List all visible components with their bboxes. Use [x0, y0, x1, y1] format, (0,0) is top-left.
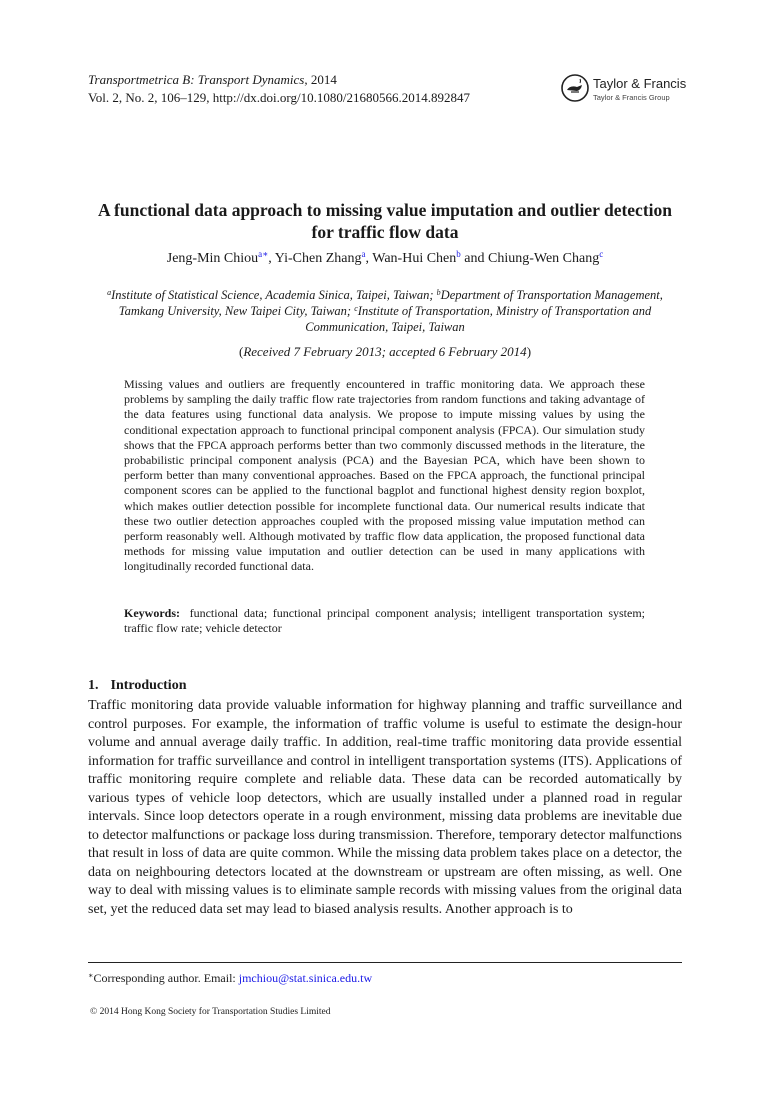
introduction-body: Traffic monitoring data provide valuable information for highway planning and traffic surveillance and control purposes. For example, the information of traffic volume is useful to estimate the design-hour volume and annual average daily traffic. In addition, real-time traffic monitoring data provide essential information for traffic surveillance and control in intelligent transportation systems (ITS). Applications of traffic monitoring require complete and reliable data. These data can be recorded automatically by various types of vehicle loop detectors, which are usually installed under a planned road in regular intervals. Since loop detectors operate in a rough environment, missing data problems are inevitable due to detector malfunctions or package loss during transmission. Therefore, temporary detector malfunctions that result in loss of data are quite common. While the missing data problem takes place on a detector, the data on neighbouring detectors located at the downstream or upstream are often missing, as well. One way to deal with missing values is to eliminate sample records with missing values from the original data set, yet the reduced data set may lead to biased analysis results. Another approach is to — [88, 698, 682, 917]
footnote-mark: ∗ — [88, 971, 94, 980]
copyright-notice: © 2014 Hong Kong Society for Transportation Studies Limited — [90, 1007, 331, 1017]
author-name: Wan-Hui Chen — [372, 251, 457, 266]
author-affiliation-mark[interactable]: c — [599, 249, 604, 259]
publisher-name: Taylor & Francis — [593, 76, 687, 91]
author-list: Jeng-Min Chiou$^{a∗}$, Yi-Chen Zhang$^a$, Wan-Hui Chen$^b$ and Chiung-Wen Chang$^c$ — [166, 249, 604, 266]
journal-title-line — [88, 71, 470, 89]
publisher-logo — [560, 73, 690, 107]
author-name: Chiung-Wen Chang — [487, 251, 600, 266]
received-text: Received 7 February 2013; accepted 6 February 2014 — [243, 344, 527, 359]
footnote-divider — [88, 962, 682, 963]
paren-close: ) — [526, 344, 532, 359]
author-affiliation-mark[interactable]: a — [361, 249, 366, 259]
section-heading — [88, 677, 186, 695]
affiliation-mark: b — [436, 288, 441, 297]
affiliation-text: Institute of Transportation, Ministry of Transportation and Communication, Taipei, Taiwan — [305, 304, 652, 334]
journal-year: , 2014 — [304, 72, 337, 87]
oil-lamp-icon — [560, 73, 590, 103]
affiliation-mark: a — [107, 288, 112, 297]
author-name: Yi-Chen Zhang — [274, 251, 362, 266]
affiliations — [95, 287, 675, 335]
section-title: Introduction — [110, 678, 187, 693]
paren-open: ( — [238, 344, 244, 359]
author-affiliation-mark[interactable]: b — [456, 249, 461, 259]
author-name: Jeng-Min Chiou — [166, 251, 259, 266]
email-link[interactable]: jmchiou@stat.sinica.edu.tw — [238, 971, 373, 985]
journal-name: Transportmetrica B: Transport Dynamics — [88, 72, 305, 87]
section-number: 1. — [88, 678, 99, 693]
keywords-label: Keywords: — [124, 606, 180, 620]
keywords — [124, 606, 645, 636]
footnote-label: Corresponding author. Email: — [93, 971, 239, 985]
affiliation-text: Institute of Statistical Science, Academia Sinica, Taipei, Taiwan; — [111, 288, 437, 302]
article-title: A functional data approach to missing value imputation and outlier detection for traffic flow data — [98, 200, 672, 242]
abstract: Missing values and outliers are frequently encountered in traffic monitoring data. We approach these problems by sampling the daily traffic flow rate trajectories from random functions and taking advantage of the data features using functional data analysis. We propose to impute missing values by using the conditional expectation approach to functional principal component analysis (FPCA). Our simulation study shows that the FPCA approach performs better than two commonly discussed methods in the literature, the probabilistic principal component analysis (PCA) and the Bayesian PCA, which have been shown to perform better than many conventional approaches. Based on the FPCA approach, the functional principal component scores can be applied to the functional bagplot and functional highest density region boxplot, which makes outlier detection possible for incomplete functional data. Our numerical results indicate that these two outlier detection approaches coupled with the proposed missing value imputation method can perform reasonably well. Although motivated by traffic flow data application, the proposed functional data methods for missing value imputation and outlier detection can be used in many applications with longitudinally recorded functional data. — [124, 377, 645, 574]
journal-volume-doi[interactable]: Vol. 2, No. 2, 106–129, http://dx.doi.org/10.1080/21680566.2014.892847 — [88, 90, 470, 105]
affiliation-mark: c — [354, 304, 358, 313]
journal-citation — [88, 71, 470, 107]
publisher-subname: Taylor & Francis Group — [593, 93, 670, 102]
author-affiliation-mark[interactable]: a∗ — [258, 249, 269, 259]
affiliation-text: Department of Transportation Management, Tamkang University, New Taipei City, Taiwan; — [118, 288, 663, 318]
keywords-text: functional data; functional principal component analysis; intelligent transportation system; traffic flow rate; vehicle detector — [124, 606, 646, 636]
footnote — [88, 971, 372, 986]
received-dates — [90, 344, 680, 360]
